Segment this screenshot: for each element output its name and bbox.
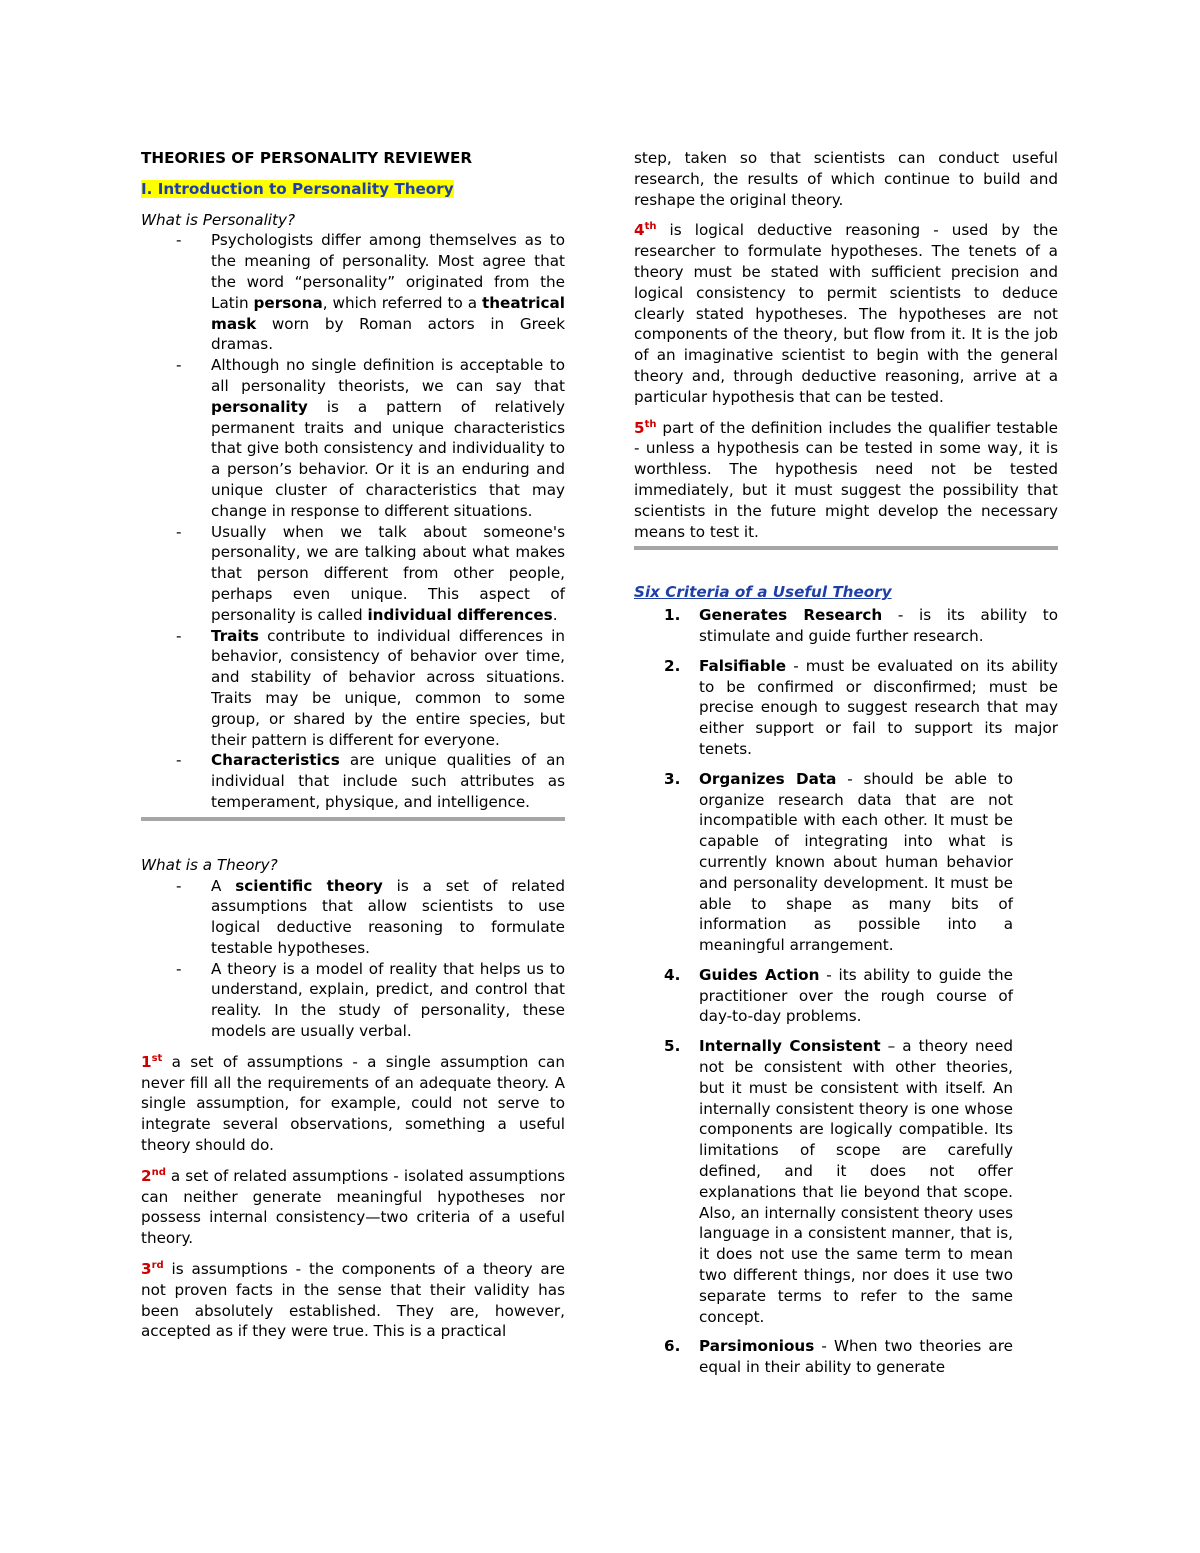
- item-number: 6.: [664, 1337, 681, 1356]
- ordinal-suffix: rd: [151, 1259, 164, 1271]
- term-characteristics: Characteristics: [211, 751, 340, 770]
- part-text: part of the definition includes the qualifier testable - unless a hypothesis can be tested in some way, it is worthless. The hypothesis need not be tested immediately, but it must suggest the possibility that scientists in the future might develop the necessary means to test it.: [634, 418, 1058, 541]
- term-traits: Traits: [211, 626, 259, 645]
- criteria-item: [634, 1336, 1058, 1378]
- bullet-text: is a set of related assumptions that allow scientists to use logical deductive reasoning to formulate testable hypotheses.: [211, 876, 565, 957]
- criterion-desc: - its ability to guide the practitioner over the rough course of day-to-day problems.: [699, 965, 1014, 1026]
- ordinal-suffix: nd: [151, 1166, 166, 1178]
- term-scientific-theory: scientific theory: [235, 876, 383, 895]
- document-title: THEORIES OF PERSONALITY REVIEWER: [141, 149, 473, 167]
- theory-part-2: [141, 1166, 565, 1249]
- right-column: [634, 148, 1058, 1387]
- criteria-item: [634, 769, 1058, 956]
- criteria-item: [634, 965, 1058, 1027]
- bullet-text: A: [211, 876, 236, 895]
- list-item: [141, 230, 565, 355]
- criteria-item: [634, 1036, 1058, 1327]
- part-text: is assumptions - the components of a theory are not proven facts in the sense that their validity has been absolutely established. They are, however, accepted as if they were true. This is a practical: [141, 1260, 565, 1341]
- bullet-text: contribute to individual differences in behavior, consistency of behavior over time, and stability of behavior across situations. Traits may be unique, common to some group, or shared by the entire species, but their pattern is different for everyone.: [211, 626, 565, 749]
- ordinal-marker: [634, 419, 656, 437]
- personality-subheading: What is Personality?: [141, 210, 296, 229]
- bullet-text: are unique qualities of an individual that include such attributes as temperament, physique, and intelligence.: [211, 751, 565, 811]
- item-number: 2.: [664, 656, 681, 675]
- divider: [634, 546, 1058, 550]
- bullet-text: Although no single definition is acceptable to all personality theorists, we can say that: [211, 356, 565, 395]
- list-item: [141, 876, 565, 959]
- term-theatrical-mask: theatrical mask: [211, 293, 565, 333]
- personality-bullets: [141, 230, 565, 812]
- ordinal-marker: [634, 221, 656, 239]
- ordinal-number: 1: [141, 1052, 152, 1071]
- theory-part-4: [634, 220, 1058, 407]
- divider: [141, 817, 565, 821]
- ordinal-number: 3: [141, 1260, 152, 1279]
- criterion-name: Internally Consistent: [699, 1037, 881, 1056]
- theory-subheading: What is a Theory?: [141, 855, 278, 874]
- term-individual-differences: individual differences: [367, 605, 553, 624]
- ordinal-marker: [141, 1167, 166, 1185]
- criteria-list: [634, 605, 1058, 1378]
- ordinal-marker: [141, 1260, 164, 1278]
- criterion-desc: - is its ability to stimulate and guide further research.: [699, 606, 1058, 645]
- bullet-text: A theory is a model of reality that helps us to understand, explain, predict, and control that reality. In the study of personality, these models are usually verbal.: [211, 959, 565, 1041]
- item-number: 4.: [664, 965, 681, 984]
- criterion-name: Parsimonious: [699, 1337, 815, 1356]
- criterion-desc: - should be able to organize research data that are not incompatible with each other. It must be capable of integrating into what is currently known about human behavior and personality development. It must be able to shape as many bits of information as possible into a meaningful arrangement.: [699, 769, 1013, 955]
- criterion-name: Generates Research: [699, 606, 883, 625]
- part-text: a set of assumptions - a single assumption can never fill all the requirements of an adequate theory. A single assumption, for example, could not serve to integrate several observations, something a useful theory should do.: [141, 1052, 565, 1155]
- section-heading: I. Introduction to Personality Theory: [141, 179, 454, 198]
- ordinal-number: 2: [141, 1166, 152, 1185]
- criterion-name: Organizes Data: [699, 769, 837, 788]
- left-column: [141, 148, 565, 1352]
- ordinal-suffix: th: [644, 221, 657, 233]
- criteria-heading: Six Criteria of a Useful Theory: [634, 583, 892, 602]
- ordinal-number: 5: [634, 418, 645, 437]
- part-3-continuation: step, taken so that scientists can conduct useful research, the results of which continue to build and reshape the original theory.: [634, 149, 1058, 209]
- theory-bullets: [141, 876, 565, 1042]
- part-text: a set of related assumptions - isolated assumptions can neither generate meaningful hypotheses nor possess internal consistency—two criteria of a useful theory.: [141, 1166, 565, 1248]
- list-item: [141, 355, 565, 521]
- term-persona: persona: [253, 293, 323, 312]
- term-personality: personality: [211, 397, 308, 416]
- item-number: 5.: [664, 1037, 681, 1056]
- list-item: [141, 626, 565, 751]
- ordinal-number: 4: [634, 221, 645, 240]
- criterion-desc: – a theory need not be consistent with other theories, but it must be consistent with itself. An internally consistent theory is one whose components are logically compatible. Its limitations of scope are carefully defined, and it does not offer explanations that lie beyond that scope. Also, an internally consistent theory uses language in a consistent manner, that is, it does not use the same term to mean two different things, nor does it use two separate terms to refer to the same concept.: [699, 1037, 1013, 1326]
- bullet-text: Usually when we talk about someone's personality, we are talking about what makes that person different from other people, perhaps even unique. This aspect of personality is called: [211, 522, 565, 624]
- bullet-text: worn by Roman actors in Greek dramas.: [211, 314, 565, 354]
- item-number: 1.: [664, 606, 681, 625]
- criterion-desc: - must be evaluated on its ability to be confirmed or disconfirmed; must be precise enough to suggest research that may either support or fail to support its major tenets.: [699, 656, 1058, 758]
- theory-part-1: [141, 1052, 565, 1156]
- criterion-desc: - When two theories are equal in their ability to generate: [699, 1337, 1013, 1377]
- part-text: is logical deductive reasoning - used by the researcher to formulate hypotheses. The tenets of a theory must be stated with sufficient precision and logical consistency to permit scientists to deduce clearly stated hypotheses. The hypotheses are not components of the theory, but flow from it. It is the job of an imaginative scientist to begin with the general theory and, through deductive reasoning, arrive at a particular hypothesis that can be tested.: [634, 221, 1058, 406]
- bullet-text: is a pattern of relatively permanent traits and unique characteristics that give both consistency and individuality to a person’s behavior. Or it is an enduring and unique cluster of characteristics that may change in response to different situations.: [211, 397, 565, 520]
- criterion-name: Guides Action: [699, 965, 820, 984]
- theory-part-5: [634, 418, 1058, 543]
- list-item: [141, 522, 565, 626]
- criterion-name: Falsifiable: [699, 656, 787, 675]
- ordinal-suffix: th: [644, 418, 657, 430]
- bullet-text: Psychologists differ among themselves as to the meaning of personality. Most agree that the word “personality” originated from the Latin: [211, 231, 565, 312]
- bullet-text: .: [552, 605, 558, 624]
- ordinal-marker: [141, 1053, 162, 1071]
- item-number: 3.: [664, 769, 681, 788]
- section-heading-wrapper: [141, 179, 565, 200]
- bullet-text: , which referred to a: [322, 293, 482, 312]
- list-item: [141, 750, 565, 812]
- ordinal-suffix: st: [151, 1052, 163, 1064]
- list-item: [141, 959, 565, 1042]
- criteria-item: [634, 656, 1058, 760]
- criteria-item: [634, 605, 1058, 647]
- theory-part-3: [141, 1259, 565, 1342]
